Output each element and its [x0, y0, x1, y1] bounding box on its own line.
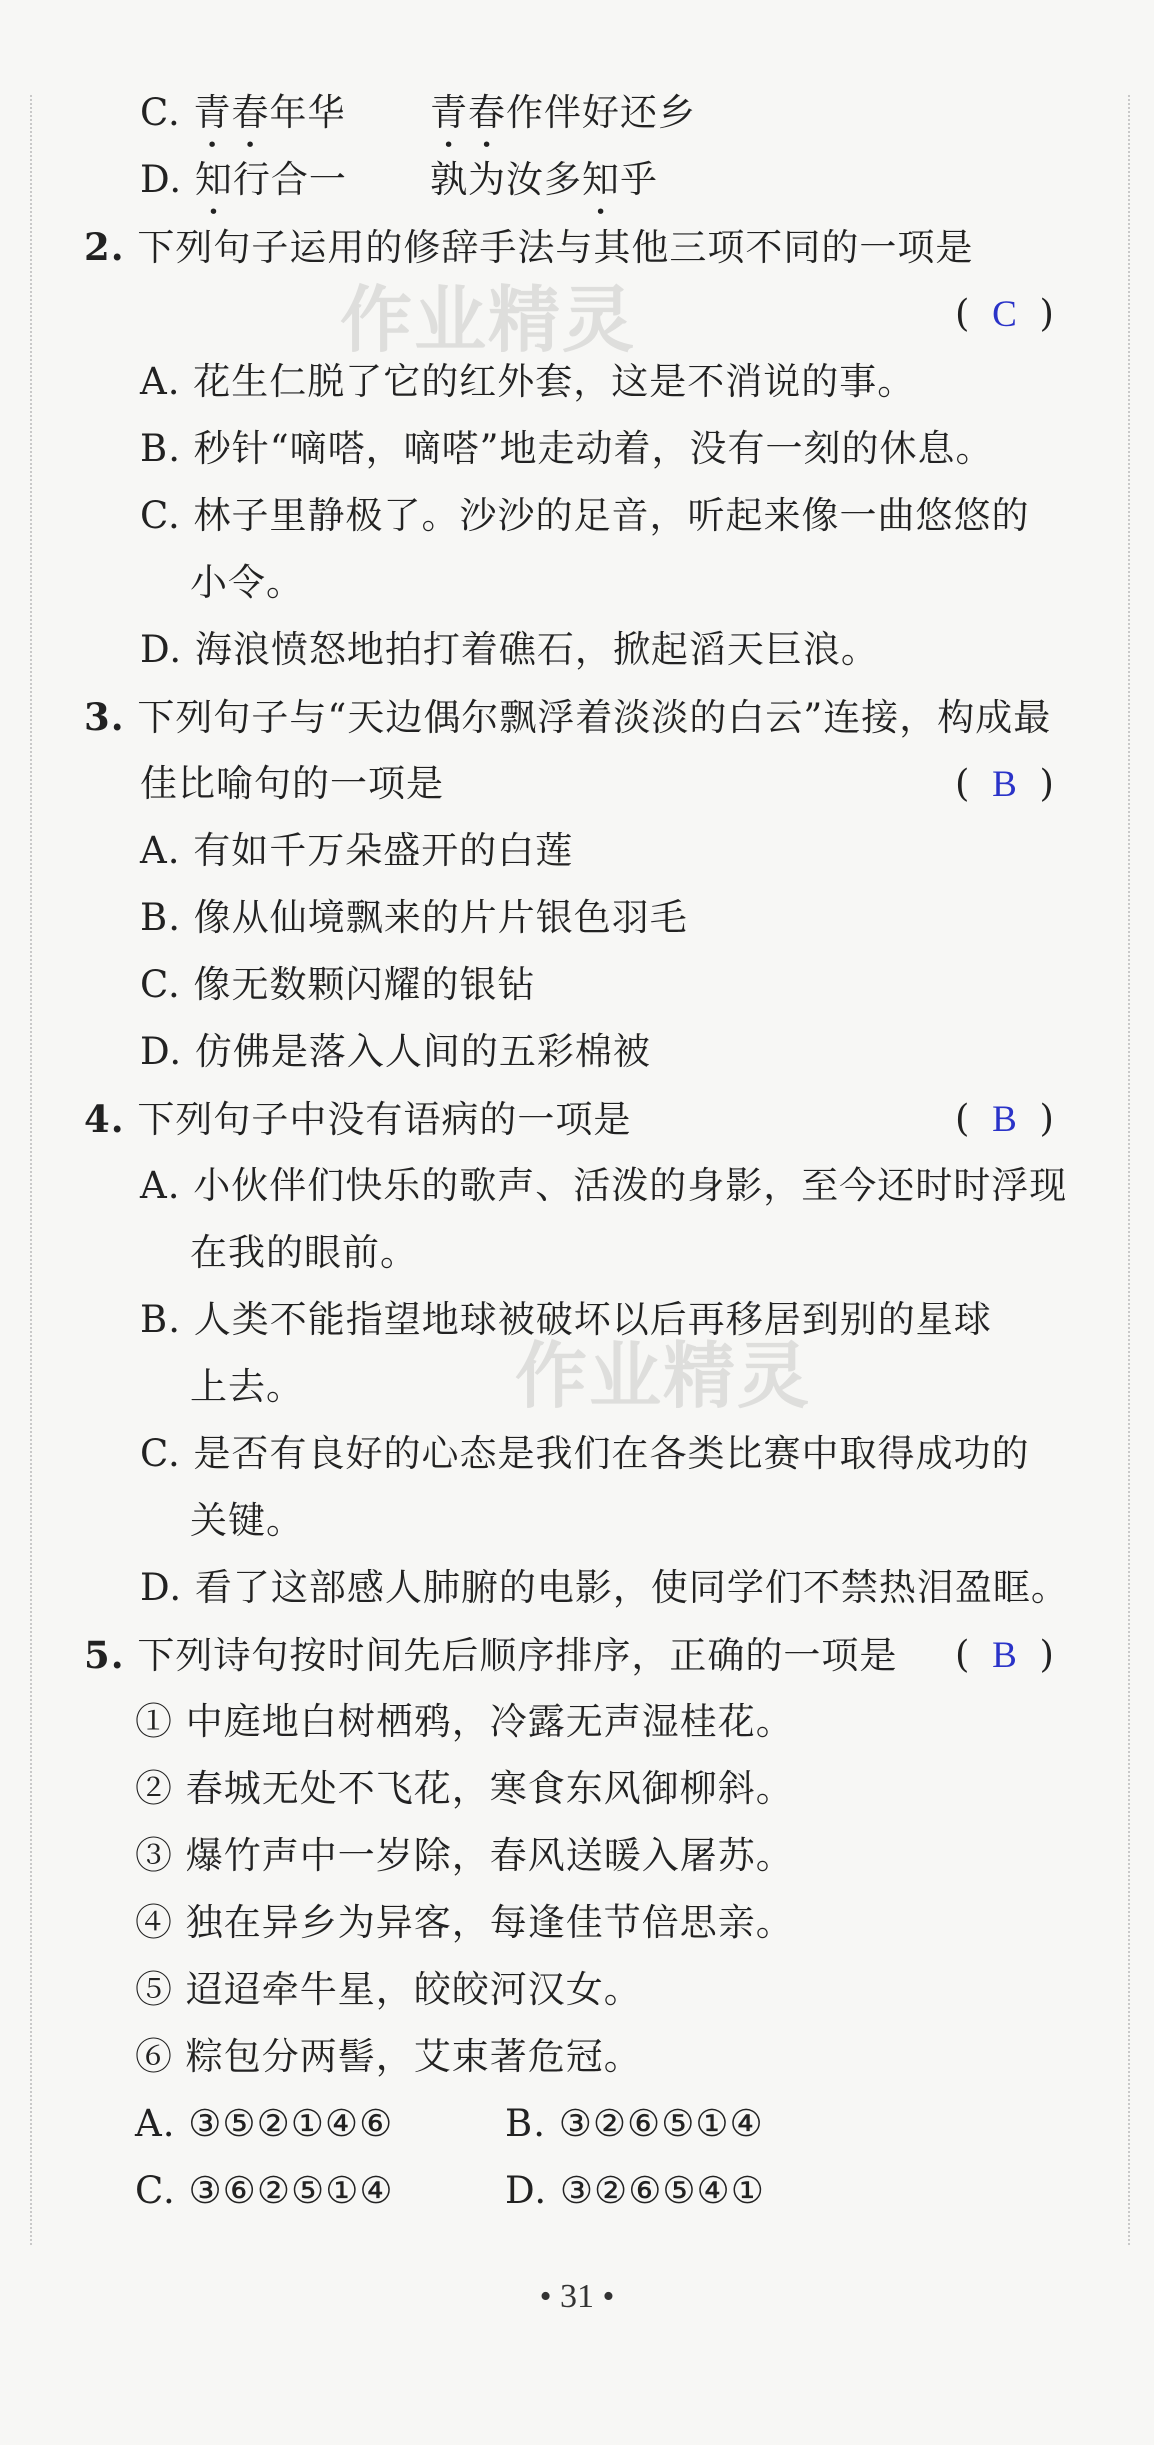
q5-choice-c: C. ③⑥②⑤①④ — [135, 2169, 394, 2212]
q2-option-c: C. 林子里静极了。沙沙的足音，听起来像一曲悠悠的 — [140, 494, 1030, 537]
prev-option-c-compare: 青春作伴好还乡 — [430, 91, 696, 134]
q3-option-b: B. 像从仙境飘来的片片银色羽毛 — [140, 896, 688, 939]
question-3-stem: 3. 下列句子与“天边偶尔飘浮着淡淡的白云”连接，构成最 — [84, 695, 1052, 739]
q4-option-a: A. 小伙伴们快乐的歌声、活泼的身影，至今还时时浮现 — [140, 1164, 1068, 1207]
question-3-stem-cont: 佳比喻句的一项是 — [140, 762, 444, 805]
emphasis-chars: 知 — [582, 158, 620, 201]
q5-poem-4: ④ 独在异乡为异客，每逢佳节倍思亲。 — [135, 1901, 794, 1944]
prev-option-c: C. 青春年华 — [140, 91, 346, 134]
question-4-stem: 4. 下列句子中没有语病的一项是 — [84, 1097, 632, 1141]
prev-option-d: D. 知行合一 — [140, 158, 347, 201]
q2-option-b: B. 秒针“嘀嗒，嘀嗒”地走动着，没有一刻的休息。 — [140, 427, 994, 470]
answer-letter: B — [992, 764, 1017, 805]
q2-option-a: A. 花生仁脱了它的红外套，这是不消说的事。 — [140, 360, 916, 403]
q2-option-d: D. 海浪愤怒地拍打着礁石，掀起滔天巨浪。 — [140, 628, 879, 671]
emphasis-chars: 知 — [194, 158, 233, 201]
q4-option-b-cont: 上去。 — [190, 1365, 304, 1408]
q5-choice-a: A. ③⑤②①④⑥ — [135, 2102, 394, 2145]
answer-bracket-q2: ( C ) — [955, 289, 1054, 340]
q5-poem-3: ③ 爆竹声中一岁除，春风送暖入屠苏。 — [135, 1834, 794, 1877]
answer-letter: B — [992, 1635, 1017, 1676]
q3-option-a: A. 有如千万朵盛开的白莲 — [140, 829, 574, 872]
answer-bracket-q3: ( B ) — [955, 759, 1054, 810]
emphasis-chars: 青春 — [193, 91, 270, 134]
q4-option-c-cont: 关键。 — [190, 1499, 304, 1542]
question-2-stem: 2. 下列句子运用的修辞手法与其他三项不同的一项是 — [84, 225, 974, 269]
watermark-top: 作业精灵 — [340, 278, 637, 362]
watermark-middle: 作业精灵 — [515, 1334, 812, 1418]
q5-poem-2: ② 春城无处不飞花，寒食东风御柳斜。 — [135, 1767, 794, 1810]
q5-poem-6: ⑥ 粽包分两髻，艾束著危冠。 — [135, 2035, 642, 2078]
q5-choice-b: B. ③②⑥⑤①④ — [505, 2102, 764, 2145]
emphasis-chars: 青春 — [430, 91, 506, 134]
answer-letter: C — [992, 294, 1017, 335]
q4-option-c: C. 是否有良好的心态是我们在各类比赛中取得成功的 — [140, 1432, 1030, 1475]
q3-option-d: D. 仿佛是落入人间的五彩棉被 — [140, 1030, 651, 1073]
q4-option-a-cont: 在我的眼前。 — [190, 1231, 418, 1274]
prev-option-d-compare: 孰为汝多知乎 — [430, 158, 658, 201]
question-5-stem: 5. 下列诗句按时间先后顺序排序，正确的一项是 — [84, 1633, 898, 1677]
page-number: • 31 • — [539, 2278, 615, 2315]
answer-letter: B — [992, 1099, 1017, 1140]
q4-option-d: D. 看了这部感人肺腑的电影，使同学们不禁热泪盈眶。 — [140, 1566, 1069, 1609]
q4-option-b: B. 人类不能指望地球被破坏以后再移居到别的星球 — [140, 1298, 992, 1341]
q2-option-c-cont: 小令。 — [190, 561, 304, 604]
left-margin-rule — [30, 95, 32, 2245]
q5-choice-d: D. ③②⑥⑤④① — [505, 2169, 765, 2212]
q3-option-c: C. 像无数颗闪耀的银钻 — [140, 963, 536, 1006]
right-margin-rule — [1128, 95, 1130, 2245]
answer-bracket-q5: ( B ) — [955, 1630, 1054, 1681]
q5-poem-1: ① 中庭地白树栖鸦，冷露无声湿桂花。 — [135, 1700, 794, 1743]
q5-poem-5: ⑤ 迢迢牵牛星，皎皎河汉女。 — [135, 1968, 642, 2011]
answer-bracket-q4: ( B ) — [955, 1094, 1054, 1145]
